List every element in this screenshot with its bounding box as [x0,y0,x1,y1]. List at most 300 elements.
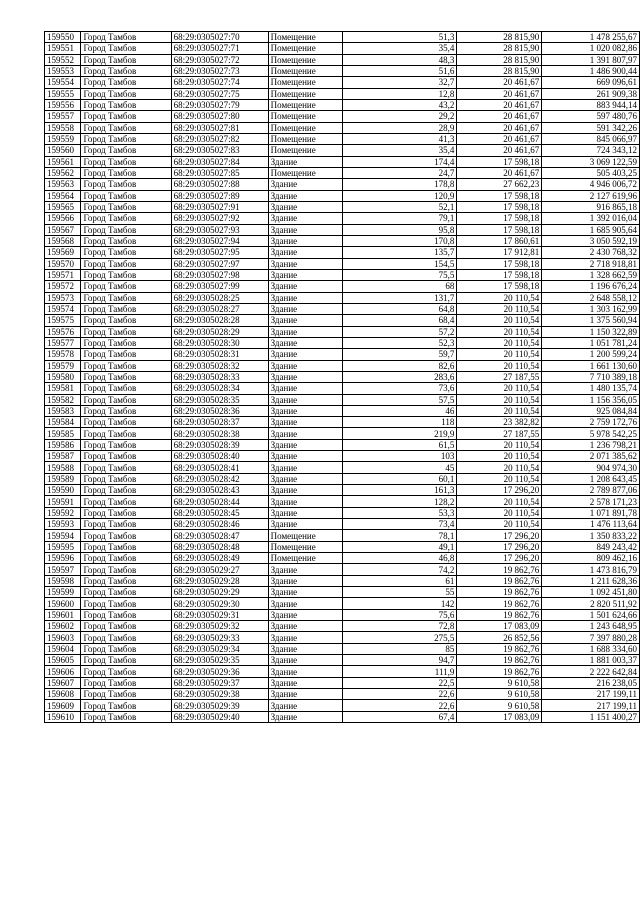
area-cell: 49,1 [342,541,457,552]
cadastral-number-cell: 68:29:0305027:74 [171,77,268,88]
object-type-cell: Здание [268,575,342,586]
object-type-cell: Помещение [268,32,342,43]
specific-value-cell: 20 461,67 [457,167,542,178]
cadastral-number-cell: 68:29:0305027:71 [171,43,268,54]
cadastral-number-cell: 68:29:0305029:39 [171,700,268,711]
row-number-cell: 159588 [45,462,81,473]
object-type-cell: Здание [268,451,342,462]
cadastral-number-cell: 68:29:0305028:29 [171,326,268,337]
specific-value-cell: 19 862,76 [457,598,542,609]
row-number-cell: 159575 [45,315,81,326]
locality-cell: Город Тамбов [81,122,171,133]
specific-value-cell: 20 110,54 [457,405,542,416]
table-row [45,621,640,632]
object-type-cell: Помещение [268,88,342,99]
object-type-cell: Помещение [268,145,342,156]
cadastral-value-cell: 4 946 006,72 [542,179,640,190]
locality-cell: Город Тамбов [81,553,171,564]
area-cell: 219,9 [342,428,457,439]
row-number-cell: 159576 [45,326,81,337]
cadastral-value-cell: 1 392 016,04 [542,213,640,224]
specific-value-cell: 20 110,54 [457,292,542,303]
specific-value-cell: 20 110,54 [457,303,542,314]
locality-cell: Город Тамбов [81,360,171,371]
locality-cell: Город Тамбов [81,133,171,144]
row-number-cell: 159573 [45,292,81,303]
locality-cell: Город Тамбов [81,473,171,484]
area-cell: 57,5 [342,394,457,405]
cadastral-number-cell: 68:29:0305027:95 [171,247,268,258]
cadastral-number-cell: 68:29:0305027:92 [171,213,268,224]
object-type-cell: Здание [268,394,342,405]
specific-value-cell: 27 187,55 [457,428,542,439]
specific-value-cell: 20 110,54 [457,507,542,518]
cadastral-number-cell: 68:29:0305028:39 [171,439,268,450]
row-number-cell: 159580 [45,371,81,382]
cadastral-value-cell: 1 151 400,27 [542,711,640,722]
cadastral-value-cell: 904 974,30 [542,462,640,473]
locality-cell: Город Тамбов [81,417,171,428]
table-row [45,258,640,269]
specific-value-cell: 28 815,90 [457,43,542,54]
cadastral-value-cell: 2 648 558,12 [542,292,640,303]
row-number-cell: 159568 [45,235,81,246]
locality-cell: Город Тамбов [81,224,171,235]
table-row [45,462,640,473]
specific-value-cell: 23 382,82 [457,417,542,428]
row-number-cell: 159591 [45,496,81,507]
area-cell: 74,2 [342,564,457,575]
row-number-cell: 159610 [45,711,81,722]
locality-cell: Город Тамбов [81,337,171,348]
locality-cell: Город Тамбов [81,519,171,530]
row-number-cell: 159608 [45,689,81,700]
row-number-cell: 159583 [45,405,81,416]
locality-cell: Город Тамбов [81,689,171,700]
row-number-cell: 159596 [45,553,81,564]
row-number-cell: 159559 [45,133,81,144]
locality-cell: Город Тамбов [81,281,171,292]
cadastral-value-table [44,31,640,723]
row-number-cell: 159599 [45,587,81,598]
row-number-cell: 159582 [45,394,81,405]
object-type-cell: Здание [268,360,342,371]
locality-cell: Город Тамбов [81,666,171,677]
table-row [45,632,640,643]
area-cell: 170,8 [342,235,457,246]
object-type-cell: Здание [268,496,342,507]
area-cell: 142 [342,598,457,609]
area-cell: 43,2 [342,99,457,110]
specific-value-cell: 27 187,55 [457,371,542,382]
area-cell: 53,3 [342,507,457,518]
area-cell: 75,6 [342,609,457,620]
object-type-cell: Здание [268,677,342,688]
cadastral-number-cell: 68:29:0305027:89 [171,190,268,201]
object-type-cell: Здание [268,337,342,348]
locality-cell: Город Тамбов [81,32,171,43]
cadastral-number-cell: 68:29:0305028:42 [171,473,268,484]
area-cell: 78,1 [342,530,457,541]
cadastral-number-cell: 68:29:0305028:33 [171,371,268,382]
table-row [45,99,640,110]
locality-cell: Город Тамбов [81,88,171,99]
area-cell: 64,8 [342,303,457,314]
area-cell: 75,5 [342,269,457,280]
cadastral-value-cell: 2 127 619,96 [542,190,640,201]
area-cell: 51,6 [342,65,457,76]
table-row [45,247,640,258]
area-cell: 48,3 [342,54,457,65]
specific-value-cell: 20 110,54 [457,473,542,484]
cadastral-value-cell: 2 222 642,84 [542,666,640,677]
locality-cell: Город Тамбов [81,99,171,110]
row-number-cell: 159577 [45,337,81,348]
object-type-cell: Здание [268,281,342,292]
object-type-cell: Здание [268,643,342,654]
specific-value-cell: 17 598,18 [457,281,542,292]
cadastral-value-cell: 1 881 003,37 [542,655,640,666]
cadastral-number-cell: 68:29:0305029:37 [171,677,268,688]
area-cell: 29,2 [342,111,457,122]
specific-value-cell: 9 610,58 [457,677,542,688]
object-type-cell: Здание [268,315,342,326]
cadastral-value-cell: 724 343,12 [542,145,640,156]
locality-cell: Город Тамбов [81,428,171,439]
cadastral-number-cell: 68:29:0305028:47 [171,530,268,541]
specific-value-cell: 20 110,54 [457,394,542,405]
table-row [45,700,640,711]
cadastral-number-cell: 68:29:0305029:27 [171,564,268,575]
area-cell: 61,5 [342,439,457,450]
area-cell: 111,9 [342,666,457,677]
table-body [45,32,640,723]
cadastral-number-cell: 68:29:0305028:49 [171,553,268,564]
locality-cell: Город Тамбов [81,145,171,156]
row-number-cell: 159589 [45,473,81,484]
area-cell: 67,4 [342,711,457,722]
cadastral-number-cell: 68:29:0305027:84 [171,156,268,167]
cadastral-value-cell: 2 578 171,23 [542,496,640,507]
specific-value-cell: 17 912,81 [457,247,542,258]
area-cell: 73,4 [342,519,457,530]
specific-value-cell: 17 296,20 [457,485,542,496]
specific-value-cell: 17 083,09 [457,621,542,632]
cadastral-number-cell: 68:29:0305028:37 [171,417,268,428]
object-type-cell: Здание [268,564,342,575]
cadastral-number-cell: 68:29:0305029:33 [171,632,268,643]
cadastral-value-cell: 3 069 122,59 [542,156,640,167]
specific-value-cell: 20 110,54 [457,315,542,326]
locality-cell: Город Тамбов [81,439,171,450]
cadastral-number-cell: 68:29:0305027:75 [171,88,268,99]
object-type-cell: Здание [268,473,342,484]
object-type-cell: Здание [268,213,342,224]
specific-value-cell: 19 862,76 [457,575,542,586]
area-cell: 46 [342,405,457,416]
specific-value-cell: 17 598,18 [457,201,542,212]
table-row [45,54,640,65]
area-cell: 95,8 [342,224,457,235]
area-cell: 72,8 [342,621,457,632]
object-type-cell: Здание [268,711,342,722]
cadastral-number-cell: 68:29:0305027:70 [171,32,268,43]
locality-cell: Город Тамбов [81,258,171,269]
cadastral-number-cell: 68:29:0305029:29 [171,587,268,598]
specific-value-cell: 19 862,76 [457,564,542,575]
specific-value-cell: 20 110,54 [457,337,542,348]
area-cell: 35,4 [342,145,457,156]
object-type-cell: Здание [268,507,342,518]
object-type-cell: Помещение [268,133,342,144]
table-row [45,281,640,292]
row-number-cell: 159585 [45,428,81,439]
cadastral-value-cell: 669 096,61 [542,77,640,88]
cadastral-value-cell: 216 238,05 [542,677,640,688]
cadastral-number-cell: 68:29:0305027:73 [171,65,268,76]
row-number-cell: 159563 [45,179,81,190]
locality-cell: Город Тамбов [81,485,171,496]
specific-value-cell: 19 862,76 [457,609,542,620]
locality-cell: Город Тамбов [81,507,171,518]
cadastral-number-cell: 68:29:0305028:46 [171,519,268,530]
row-number-cell: 159565 [45,201,81,212]
table-row [45,235,640,246]
row-number-cell: 159590 [45,485,81,496]
specific-value-cell: 20 461,67 [457,111,542,122]
locality-cell: Город Тамбов [81,190,171,201]
object-type-cell: Помещение [268,99,342,110]
object-type-cell: Помещение [268,65,342,76]
row-number-cell: 159601 [45,609,81,620]
object-type-cell: Помещение [268,43,342,54]
cadastral-number-cell: 68:29:0305028:32 [171,360,268,371]
row-number-cell: 159552 [45,54,81,65]
object-type-cell: Здание [268,609,342,620]
object-type-cell: Здание [268,235,342,246]
area-cell: 22,6 [342,700,457,711]
object-type-cell: Здание [268,349,342,360]
object-type-cell: Здание [268,269,342,280]
area-cell: 32,7 [342,77,457,88]
specific-value-cell: 20 461,67 [457,145,542,156]
specific-value-cell: 20 110,54 [457,360,542,371]
row-number-cell: 159586 [45,439,81,450]
locality-cell: Город Тамбов [81,213,171,224]
cadastral-value-cell: 1 476 113,64 [542,519,640,530]
area-cell: 45 [342,462,457,473]
cadastral-number-cell: 68:29:0305028:43 [171,485,268,496]
area-cell: 120,9 [342,190,457,201]
cadastral-value-cell: 883 944,14 [542,99,640,110]
row-number-cell: 159605 [45,655,81,666]
object-type-cell: Помещение [268,54,342,65]
cadastral-number-cell: 68:29:0305027:79 [171,99,268,110]
object-type-cell: Здание [268,428,342,439]
area-cell: 35,4 [342,43,457,54]
specific-value-cell: 20 110,54 [457,439,542,450]
locality-cell: Город Тамбов [81,326,171,337]
row-number-cell: 159587 [45,451,81,462]
cadastral-number-cell: 68:29:0305028:44 [171,496,268,507]
locality-cell: Город Тамбов [81,700,171,711]
locality-cell: Город Тамбов [81,496,171,507]
table-row [45,360,640,371]
cadastral-number-cell: 68:29:0305029:38 [171,689,268,700]
table-row [45,439,640,450]
table-row [45,156,640,167]
locality-cell: Город Тамбов [81,77,171,88]
area-cell: 51,3 [342,32,457,43]
area-cell: 118 [342,417,457,428]
locality-cell: Город Тамбов [81,292,171,303]
cadastral-value-cell: 1 661 130,60 [542,360,640,371]
cadastral-number-cell: 68:29:0305028:45 [171,507,268,518]
table-row [45,292,640,303]
area-cell: 68 [342,281,457,292]
row-number-cell: 159572 [45,281,81,292]
cadastral-value-cell: 1 303 162,99 [542,303,640,314]
table-row [45,224,640,235]
table-row [45,122,640,133]
specific-value-cell: 20 461,67 [457,122,542,133]
area-cell: 22,5 [342,677,457,688]
table-row [45,394,640,405]
table-row [45,643,640,654]
specific-value-cell: 17 598,18 [457,190,542,201]
table-row [45,190,640,201]
table-row [45,711,640,722]
cadastral-value-cell: 1 150 322,89 [542,326,640,337]
cadastral-value-cell: 2 820 511,92 [542,598,640,609]
table-row [45,405,640,416]
cadastral-value-cell: 1 200 599,24 [542,349,640,360]
area-cell: 55 [342,587,457,598]
area-cell: 161,3 [342,485,457,496]
cadastral-value-cell: 2 071 385,62 [542,451,640,462]
object-type-cell: Помещение [268,167,342,178]
cadastral-value-cell: 217 199,11 [542,689,640,700]
object-type-cell: Здание [268,700,342,711]
cadastral-number-cell: 68:29:0305027:82 [171,133,268,144]
locality-cell: Город Тамбов [81,54,171,65]
row-number-cell: 159564 [45,190,81,201]
cadastral-value-cell: 597 480,76 [542,111,640,122]
specific-value-cell: 20 461,67 [457,133,542,144]
cadastral-number-cell: 68:29:0305029:36 [171,666,268,677]
area-cell: 85 [342,643,457,654]
locality-cell: Город Тамбов [81,598,171,609]
object-type-cell: Здание [268,598,342,609]
cadastral-number-cell: 68:29:0305027:93 [171,224,268,235]
row-number-cell: 159609 [45,700,81,711]
cadastral-number-cell: 68:29:0305027:98 [171,269,268,280]
area-cell: 79,1 [342,213,457,224]
specific-value-cell: 20 110,54 [457,451,542,462]
row-number-cell: 159557 [45,111,81,122]
object-type-cell: Помещение [268,111,342,122]
table-row [45,541,640,552]
locality-cell: Город Тамбов [81,575,171,586]
specific-value-cell: 28 815,90 [457,32,542,43]
row-number-cell: 159602 [45,621,81,632]
row-number-cell: 159593 [45,519,81,530]
specific-value-cell: 17 598,18 [457,224,542,235]
table-row [45,575,640,586]
table-row [45,507,640,518]
area-cell: 178,8 [342,179,457,190]
table-row [45,564,640,575]
cadastral-number-cell: 68:29:0305028:48 [171,541,268,552]
object-type-cell: Помещение [268,122,342,133]
cadastral-value-cell: 591 342,26 [542,122,640,133]
area-cell: 24,7 [342,167,457,178]
cadastral-value-cell: 2 789 877,06 [542,485,640,496]
locality-cell: Город Тамбов [81,167,171,178]
cadastral-value-cell: 505 403,25 [542,167,640,178]
cadastral-value-cell: 809 462,16 [542,553,640,564]
cadastral-number-cell: 68:29:0305027:94 [171,235,268,246]
row-number-cell: 159558 [45,122,81,133]
object-type-cell: Здание [268,621,342,632]
specific-value-cell: 17 296,20 [457,530,542,541]
cadastral-number-cell: 68:29:0305027:99 [171,281,268,292]
specific-value-cell: 17 296,20 [457,553,542,564]
table-row [45,451,640,462]
cadastral-number-cell: 68:29:0305027:85 [171,167,268,178]
object-type-cell: Здание [268,689,342,700]
locality-cell: Город Тамбов [81,530,171,541]
locality-cell: Город Тамбов [81,43,171,54]
cadastral-value-cell: 1 328 662,59 [542,269,640,280]
cadastral-value-cell: 1 486 900,44 [542,65,640,76]
cadastral-value-cell: 217 199,11 [542,700,640,711]
cadastral-number-cell: 68:29:0305027:97 [171,258,268,269]
table-row [45,553,640,564]
area-cell: 22,6 [342,689,457,700]
cadastral-value-cell: 3 050 592,19 [542,235,640,246]
row-number-cell: 159606 [45,666,81,677]
specific-value-cell: 17 598,18 [457,213,542,224]
table-row [45,303,640,314]
locality-cell: Город Тамбов [81,711,171,722]
cadastral-number-cell: 68:29:0305028:31 [171,349,268,360]
row-number-cell: 159553 [45,65,81,76]
row-number-cell: 159570 [45,258,81,269]
cadastral-number-cell: 68:29:0305028:25 [171,292,268,303]
table-row [45,337,640,348]
locality-cell: Город Тамбов [81,609,171,620]
table-row [45,655,640,666]
table-row [45,598,640,609]
cadastral-value-cell: 845 066,97 [542,133,640,144]
locality-cell: Город Тамбов [81,383,171,394]
row-number-cell: 159579 [45,360,81,371]
specific-value-cell: 26 852,56 [457,632,542,643]
area-cell: 283,6 [342,371,457,382]
row-number-cell: 159598 [45,575,81,586]
cadastral-value-cell: 1 236 798,21 [542,439,640,450]
locality-cell: Город Тамбов [81,632,171,643]
cadastral-value-cell: 925 084,84 [542,405,640,416]
cadastral-number-cell: 68:29:0305027:83 [171,145,268,156]
cadastral-number-cell: 68:29:0305029:32 [171,621,268,632]
cadastral-value-cell: 1 208 643,45 [542,473,640,484]
area-cell: 275,5 [342,632,457,643]
specific-value-cell: 20 110,54 [457,519,542,530]
cadastral-value-cell: 1 020 082,86 [542,43,640,54]
specific-value-cell: 19 862,76 [457,643,542,654]
